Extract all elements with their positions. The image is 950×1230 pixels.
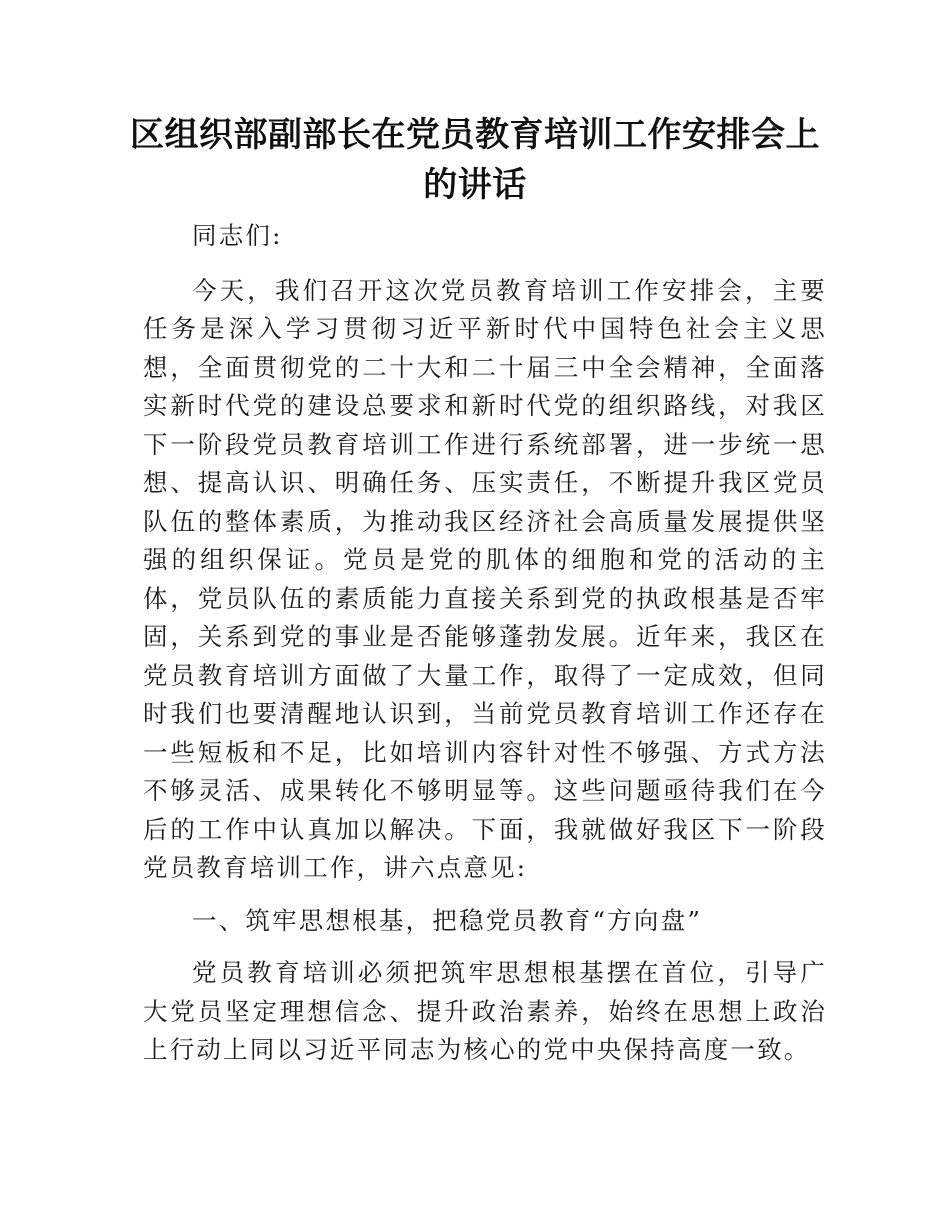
section-1-paragraph: 党员教育培训必须把筑牢思想根基摆在首位，引导广大党员坚定理想信念、提升政治素养，始终在思想上政治上行动上同以习近平同志为核心的党中央保持高度一致。 — [143, 958, 827, 1064]
salutation: 同志们: — [192, 221, 283, 250]
section-heading-1: 一、筑牢思想根基，把稳党员教育“方向盘” — [192, 905, 703, 935]
document-title: 区组织部副部长在党员教育培训工作安排会上的讲话 — [130, 115, 820, 205]
opening-paragraph: 今天，我们召开这次党员教育培训工作安排会，主要任务是深入学习贯彻习近平新时代中国特色社会主义思想，全面贯彻党的二十大和二十届三中全会精神，全面落实新时代党的建设总要求和新时代党的组织路线，对我区下一阶段党员教育培训工作进行系统部署，进一步统一思想、提高认识、明确任务、压实责任，不断提升我区党员队伍的整体素质，为推动我区经济社会高质量发展提供坚强的组织保证。党员是党的肌体的细胞和党的活动的主体，党员队伍的素质能力直接关系到党的执政根基是否牢固，关系到党的事业是否能够蓬勃发展。近年来，我区在党员教育培训方面做了大量工作，取得了一定成效，但同时我们也要清醒地认识到，当前党员教育培训工作还存在一些短板和不足，比如培训内容针对性不够强、方式方法不够灵活、成果转化不够明显等。这些问题亟待我们在今后的工作中认真加以解决。下面，我就做好我区下一阶段党员教育培训工作，讲六点意见: — [143, 275, 827, 882]
document-body — [143, 217, 827, 1084]
